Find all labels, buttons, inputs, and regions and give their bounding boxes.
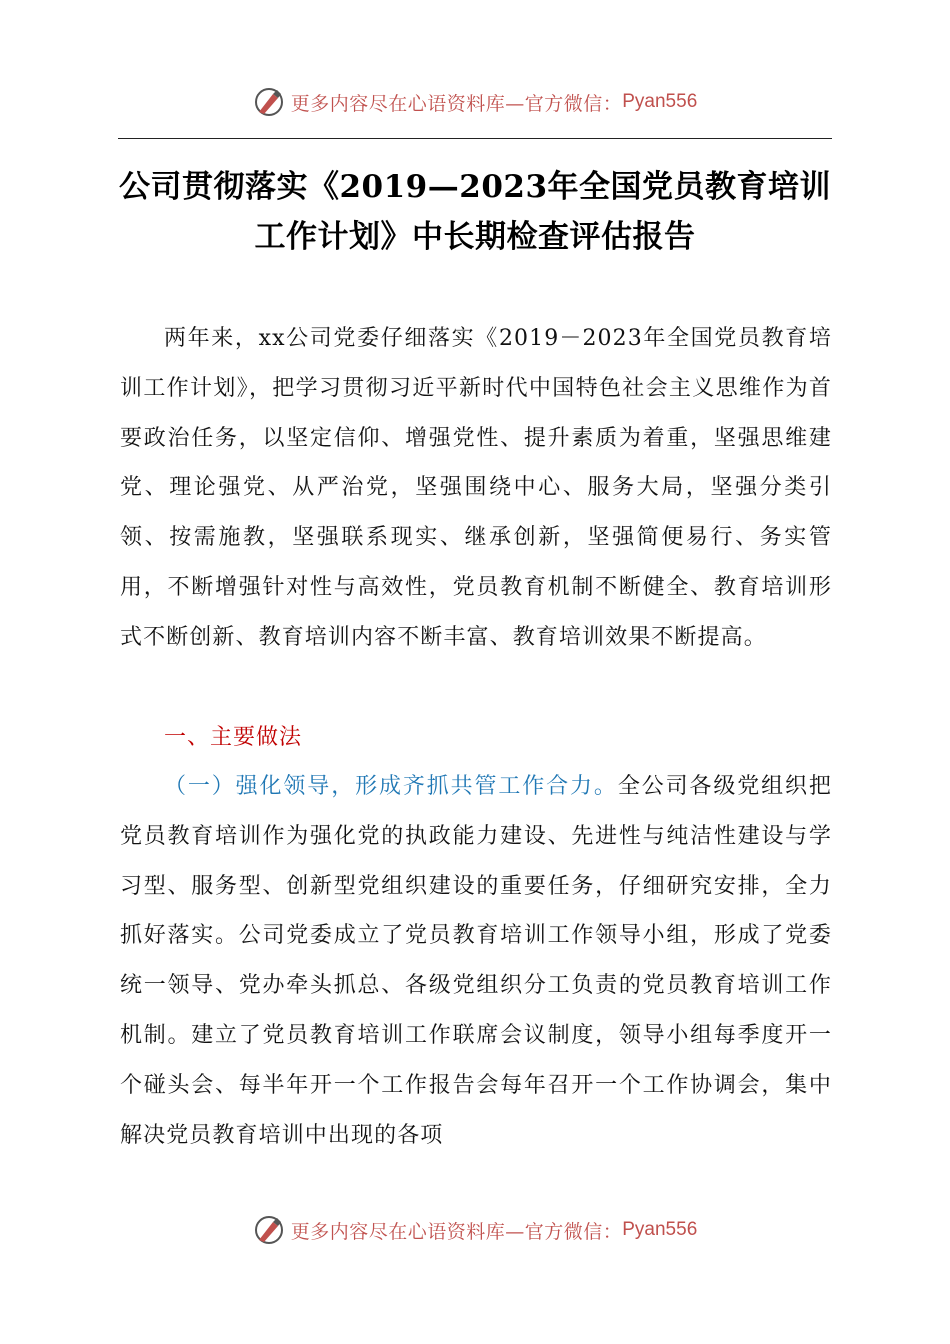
pen-nib-logo-icon [253,86,285,118]
practice-paragraph-1 [120,762,832,1160]
pen-nib-logo-icon [253,1214,285,1246]
subheading-strengthen-leadership: （一）强化领导，形成齐抓共管工作合力。 [164,774,618,799]
header-banner [0,82,950,122]
footer-banner-text: 更多内容尽在心语资料库—官方微信： [290,1220,623,1243]
practice-paragraph-1-body: 全公司各级党组织把党员教育培训作为强化党的执政能力建设、先进性与纯洁性建设与学习型、服务型、创新型党组织建设的重要任务，仔细研究安排，全力抓好落实。公司党委成立了党员教育培训工作领导小组，形成了党委统一领导、党办牵头抓总、各级党组织分工负责的党员教育培训工作机制。建立了党员教育培训工作联席会议制度，领导小组每季度开一个碰头会、每半年开一个工作报告会每年召开一个工作协调会，集中解决党员教育培训中出现的各项 [120,774,832,1148]
document-title: 公司贯彻落实《2019—2023年全国党员教育培训工作计划》中长期检查评估报告 [118,169,832,255]
header-divider [118,138,832,139]
banner-text: 更多内容尽在心语资料库—官方微信： [290,92,623,115]
banner-wechat-id: Pyan556 [622,91,698,112]
section-heading-main-practices: 一、主要做法 [164,725,303,750]
intro-paragraph: 两年来，xx公司党委仔细落实《2019－2023年全国党员教育培训工作计划》，把学习贯彻习近平新时代中国特色社会主义思维作为首要政治任务，以坚定信仰、增强党性、提升素质为着重，坚强思维建党、理论强党、从严治党，坚强围绕中心、服务大局，坚强分类引领、按需施教，坚强联系现实、继承创新，坚强简便易行、务实管用，不断增强针对性与高效性，党员教育机制不断健全、教育培训形式不断创新、教育培训内容不断丰富、教育培训效果不断提高。 [120,326,832,650]
footer-banner-wechat-id: Pyan556 [622,1219,698,1240]
footer-banner [0,1210,950,1250]
